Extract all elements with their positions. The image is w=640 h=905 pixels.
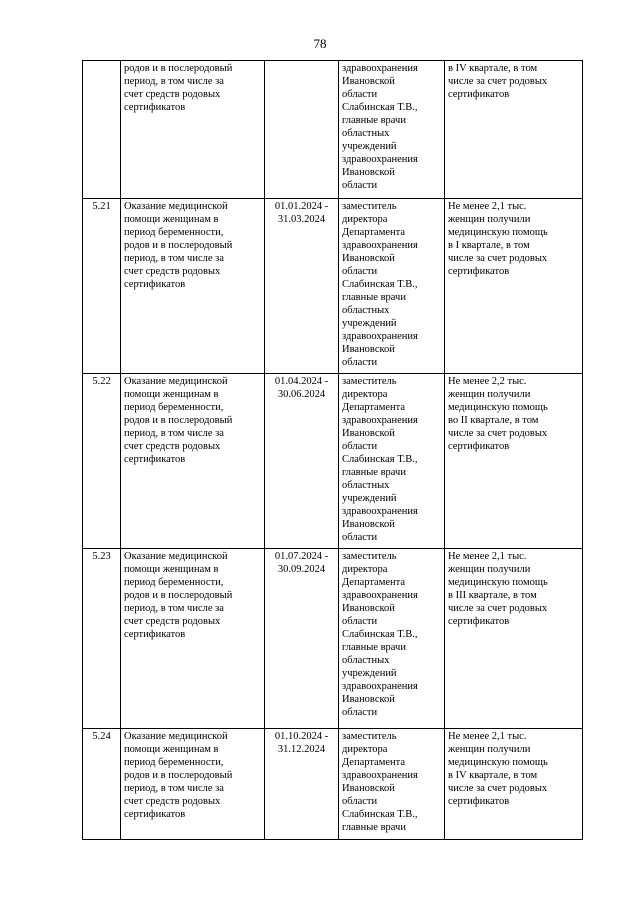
cell-text-line: счет средств родовых [124, 266, 221, 277]
cell-text-line: помощи женщинам в [124, 389, 219, 400]
cell-text-line: во II квартале, в том [448, 415, 539, 426]
cell-text-line: 30.09.2024 [277, 564, 326, 575]
cell-text-line: здравоохранения [342, 240, 418, 251]
cell-text-line: области [342, 89, 378, 100]
cell-text-line: сертификатов [124, 629, 186, 640]
cell-text-line: период, в том числе за [124, 783, 224, 794]
cell-text-line: родов и в послеродовый [124, 63, 233, 74]
cell-text-line: сертификатов [448, 441, 510, 452]
period-cell [265, 374, 339, 549]
table-row [83, 374, 583, 549]
cell-text-line: Слабинская Т.В., [342, 629, 418, 640]
item-number-cell: 5.24 [83, 729, 121, 840]
page-number: 78 [313, 36, 327, 51]
cell-text-line: сертификатов [124, 454, 186, 465]
item-number-cell: 5.22 [83, 374, 121, 549]
cell-text-line: области [342, 180, 378, 191]
cell-text-line: период беременности, [124, 757, 224, 768]
item-number-cell: 5.23 [83, 549, 121, 729]
cell-text-line: в I квартале, в том [448, 240, 530, 251]
cell-text-line: период беременности, [124, 402, 224, 413]
cell-text-line: главные врачи [342, 115, 406, 126]
activity-name-cell [121, 61, 265, 199]
expected-result-cell [445, 199, 583, 374]
cell-text-line: период беременности, [124, 227, 224, 238]
cell-text-line: Ивановской [342, 603, 395, 614]
cell-text-line: главные врачи [342, 292, 406, 303]
cell-text-line: 01.01.2024 - [274, 201, 329, 212]
table-row [83, 549, 583, 729]
period-cell [265, 199, 339, 374]
cell-text-line: сертификатов [448, 89, 510, 100]
cell-text-line: женщин получили [448, 389, 531, 400]
cell-text-line: области [342, 357, 378, 368]
cell-text-line: Слабинская Т.В., [342, 454, 418, 465]
cell-text-line: областных [342, 655, 390, 666]
cell-text-line: Департамента [342, 227, 406, 238]
cell-text-line: Ивановской [342, 76, 395, 87]
cell-text-line: Слабинская Т.В., [342, 809, 418, 820]
cell-text-line: главные врачи [342, 467, 406, 478]
cell-text-line: Ивановской [342, 694, 395, 705]
cell-text-line: Ивановской [342, 428, 395, 439]
period-cell [265, 549, 339, 729]
cell-text-line: Оказание медицинской [124, 551, 228, 562]
period-cell [265, 61, 339, 199]
responsible-cell [339, 199, 445, 374]
cell-text-line: 01.10.2024 - [274, 731, 329, 742]
cell-text-line: 01.07.2024 - [274, 551, 329, 562]
cell-text-line: женщин получили [448, 564, 531, 575]
table-row [83, 729, 583, 840]
cell-text-line: директора [342, 744, 388, 755]
activity-name-cell [121, 199, 265, 374]
cell-text-line: заместитель [342, 551, 397, 562]
cell-text-line: Ивановской [342, 253, 395, 264]
cell-text-line: 31.12.2024 [277, 744, 326, 755]
cell-text-line: учреждений [342, 668, 397, 679]
item-number-cell: 5.21 [83, 199, 121, 374]
cell-text-line: сертификатов [124, 279, 186, 290]
cell-text-line: Слабинская Т.В., [342, 102, 418, 113]
cell-text-line: заместитель [342, 731, 397, 742]
cell-text-line: заместитель [342, 201, 397, 212]
cell-text-line: медицинскую помощь [448, 402, 548, 413]
cell-text-line: помощи женщинам в [124, 214, 219, 225]
cell-text-line: заместитель [342, 376, 397, 387]
cell-text-line: период, в том числе за [124, 603, 224, 614]
cell-text-line: в IV квартале, в том [448, 770, 538, 781]
cell-text-line: 01.04.2024 - [274, 376, 329, 387]
cell-text-line: период, в том числе за [124, 428, 224, 439]
table-row [83, 199, 583, 374]
cell-text-line: областных [342, 305, 390, 316]
cell-text-line: здравоохранения [342, 331, 418, 342]
cell-text-line: сертификатов [124, 809, 186, 820]
responsible-cell [339, 549, 445, 729]
cell-text-line: учреждений [342, 493, 397, 504]
cell-text-line: областных [342, 480, 390, 491]
cell-text-line: 31.03.2024 [277, 214, 326, 225]
activity-name-cell [121, 729, 265, 840]
activity-name-cell [121, 374, 265, 549]
cell-text-line: родов и в послеродовый [124, 415, 233, 426]
cell-text-line: период беременности, [124, 577, 224, 588]
cell-text-line: области [342, 532, 378, 543]
responsible-cell [339, 61, 445, 199]
cell-text-line: области [342, 616, 378, 627]
cell-text-line: директора [342, 564, 388, 575]
cell-text-line: области [342, 796, 378, 807]
period-cell [265, 729, 339, 840]
cell-text-line: директора [342, 389, 388, 400]
cell-text-line: Департамента [342, 402, 406, 413]
cell-text-line: здравоохранения [342, 63, 418, 74]
cell-text-line: Не менее 2,1 тыс. [448, 201, 527, 212]
cell-text-line: числе за счет родовых [448, 603, 548, 614]
cell-text-line: числе за счет родовых [448, 253, 548, 264]
cell-text-line: Не менее 2,1 тыс. [448, 551, 527, 562]
cell-text-line: медицинскую помощь [448, 757, 548, 768]
cell-text-line: период, в том числе за [124, 253, 224, 264]
cell-text-line: Ивановской [342, 167, 395, 178]
cell-text-line: Оказание медицинской [124, 731, 228, 742]
expected-result-cell [445, 549, 583, 729]
cell-text-line: счет средств родовых [124, 796, 221, 807]
cell-text-line: областных [342, 128, 390, 139]
cell-text-line: главные врачи [342, 642, 406, 653]
cell-text-line: счет средств родовых [124, 441, 221, 452]
cell-text-line: счет средств родовых [124, 616, 221, 627]
cell-text-line: сертификатов [448, 616, 510, 627]
cell-text-line: здравоохранения [342, 681, 418, 692]
cell-text-line: директора [342, 214, 388, 225]
cell-text-line: Не менее 2,2 тыс. [448, 376, 527, 387]
expected-result-cell [445, 729, 583, 840]
cell-text-line: Ивановской [342, 783, 395, 794]
cell-text-line: Не менее 2,1 тыс. [448, 731, 527, 742]
cell-text-line: здравоохранения [342, 154, 418, 165]
cell-text-line: области [342, 707, 378, 718]
responsible-cell [339, 729, 445, 840]
cell-text-line: помощи женщинам в [124, 564, 219, 575]
expected-result-cell [445, 374, 583, 549]
cell-text-line: Оказание медицинской [124, 376, 228, 387]
cell-text-line: родов и в послеродовый [124, 590, 233, 601]
cell-text-line: сертификатов [448, 796, 510, 807]
table-body [83, 61, 583, 840]
cell-text-line: здравоохранения [342, 506, 418, 517]
cell-text-line: области [342, 441, 378, 452]
cell-text-line: в IV квартале, в том [448, 63, 538, 74]
cell-text-line: в III квартале, в том [448, 590, 537, 601]
cell-text-line: медицинскую помощь [448, 227, 548, 238]
cell-text-line: здравоохранения [342, 415, 418, 426]
cell-text-line: родов и в послеродовый [124, 240, 233, 251]
cell-text-line: сертификатов [448, 266, 510, 277]
cell-text-line: учреждений [342, 141, 397, 152]
item-number-cell [83, 61, 121, 199]
cell-text-line: женщин получили [448, 744, 531, 755]
cell-text-line: Департамента [342, 757, 406, 768]
cell-text-line: Слабинская Т.В., [342, 279, 418, 290]
cell-text-line: помощи женщинам в [124, 744, 219, 755]
cell-text-line: числе за счет родовых [448, 76, 548, 87]
cell-text-line: Оказание медицинской [124, 201, 228, 212]
cell-text-line: родов и в послеродовый [124, 770, 233, 781]
table-row [83, 61, 583, 199]
cell-text-line: медицинскую помощь [448, 577, 548, 588]
cell-text-line: Ивановской [342, 519, 395, 530]
cell-text-line: сертификатов [124, 102, 186, 113]
cell-text-line: числе за счет родовых [448, 428, 548, 439]
cell-text-line: женщин получили [448, 214, 531, 225]
activity-name-cell [121, 549, 265, 729]
cell-text-line: главные врачи [342, 822, 406, 833]
cell-text-line: Департамента [342, 577, 406, 588]
cell-text-line: 30.06.2024 [277, 389, 326, 400]
cell-text-line: области [342, 266, 378, 277]
cell-text-line: числе за счет родовых [448, 783, 548, 794]
cell-text-line: счет средств родовых [124, 89, 221, 100]
cell-text-line: учреждений [342, 318, 397, 329]
cell-text-line: Ивановской [342, 344, 395, 355]
expected-result-cell [445, 61, 583, 199]
cell-text-line: здравоохранения [342, 770, 418, 781]
plan-table [82, 60, 583, 840]
cell-text-line: период, в том числе за [124, 76, 224, 87]
cell-text-line: здравоохранения [342, 590, 418, 601]
responsible-cell [339, 374, 445, 549]
